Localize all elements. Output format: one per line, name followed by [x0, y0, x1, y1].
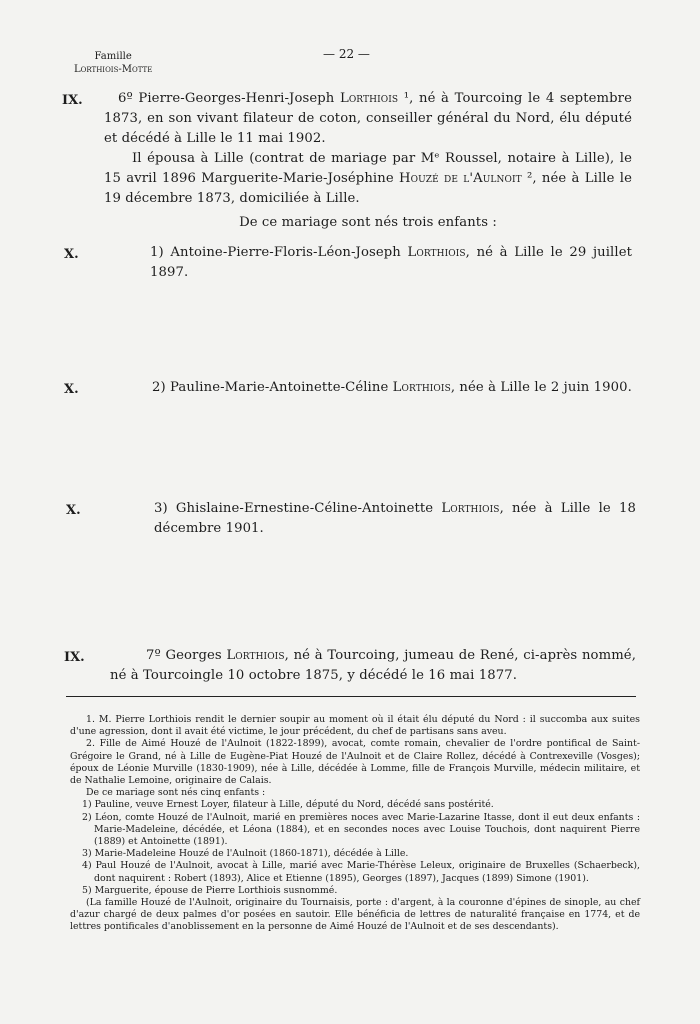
- entry-text-part: ¹, né à Tourcoing le 4 septembre 1873, en son vivant filateur de coton, conseiller général du Nord, élu député et décédé à Lille le 11 mai 1902.: [104, 91, 632, 146]
- surname: Lorthiois: [226, 648, 285, 663]
- surname: Lorthiois: [407, 245, 466, 260]
- surname: Lorthiois: [392, 380, 451, 395]
- footnote-child: 5) Marguerite, épouse de Pierre Lorthiois susnommé.: [82, 884, 338, 896]
- spouse-surname: Houzé de l'Aulnoit: [399, 171, 522, 186]
- children-intro: De ce mariage sont nés trois enfants :: [239, 215, 497, 230]
- child-pauline: [152, 378, 634, 398]
- child-text-part: Pauline-Marie-Antoinette-Céline: [170, 380, 393, 395]
- footnote-divider: [66, 696, 636, 697]
- marriage-text-part: Il épousa à Lille (contrat de mariage par Mᵉ Roussel, notaire à Lille), le 15 avril 1896 Marguerite-Marie-Joséphine: [104, 151, 632, 186]
- child-antoine: [150, 243, 632, 283]
- page-number: — 22 —: [323, 47, 370, 61]
- entry-text-part: 7º Georges: [146, 648, 227, 663]
- child-ghislaine: [154, 499, 636, 539]
- surname: Lorthiois: [441, 501, 500, 516]
- generation-marker: X.: [66, 503, 81, 518]
- child-text-part: , né à Lille le 29 juillet 1897.: [150, 245, 632, 280]
- footnote-child: 3) Marie-Madeleine Houzé de l'Aulnoit (1860-1871), décédée à Lille.: [82, 848, 409, 860]
- family-header: [74, 50, 152, 76]
- entry-text: [104, 89, 632, 149]
- entry-georges: [110, 646, 636, 686]
- child-text-part: , née à Lille le 18 décembre 1901.: [154, 501, 636, 536]
- entry-text-part: 6º Pierre-Georges-Henri-Joseph: [118, 91, 340, 106]
- entry-text-part: , né à Tourcoing, jumeau de René, ci-après nommé, né à Tourcoingle 10 octobre 1875, y décédé le 16 mai 1877.: [110, 648, 636, 683]
- footnote-child: 2) Léon, comte Houzé de l'Aulnoit, marié en premières noces avec Marie-Lazarine Itasse, dont il eut deux enfants : Marie-Madeleine, décédée, et Léona (1884), et en secondes noces avec Louise Touchois, dont naquirent Pierre (1889) et Antoinette (1891).: [82, 811, 640, 848]
- footnote-1: 1. M. Pierre Lorthiois rendit le dernier soupir au moment où il était élu député du Nord : il succomba aux suites d'une agression, dont il avait été victime, le jour précédent, du chef de partisans sans aveu.: [70, 714, 640, 738]
- generation-marker: IX.: [62, 93, 83, 108]
- footnote-child: 1) Pauline, veuve Ernest Loyer, filateur à Lille, député du Nord, décédé sans postérité.: [82, 799, 494, 811]
- family-name: Lorthiois-Motte: [74, 64, 153, 75]
- child-number: 1): [150, 245, 164, 260]
- family-label: Famille: [94, 51, 132, 62]
- entry-pierre: [104, 89, 632, 233]
- footnote-arms: (La famille Houzé de l'Aulnoit, originaire du Tournaisis, porte : d'argent, à la couronne d'épines de sinople, au chef d'azur chargé de deux palmes d'or posées en sautoir. Elle bénéficia de lettres de naturalité française en 1774, et de lettres pontificales d'anoblissement en la personne de Aimé Houzé de l'Aulnoit et de ses descendants).: [70, 897, 640, 933]
- marriage-text-part: ², née à Lille le 19 décembre 1873, domiciliée à Lille.: [104, 171, 632, 206]
- generation-marker: X.: [64, 247, 79, 262]
- footnote-child: 4) Paul Houzé de l'Aulnoit, avocat à Lille, marié avec Marie-Thérèse Leleux, originaire de Bruxelles (Schaerbeck), dont naquirent : Robert (1893), Alice et Etienne (1895), Georges (1897), Jacques (1899) Simone (1901).: [82, 860, 640, 884]
- child-text-part: Ghislaine-Ernestine-Céline-Antoinette: [175, 501, 442, 516]
- child-number: 3): [154, 501, 168, 516]
- generation-marker: IX.: [64, 650, 85, 665]
- generation-marker: X.: [64, 382, 79, 397]
- footnote-2-intro: De ce mariage sont nés cinq enfants :: [86, 787, 266, 799]
- child-text-part: , née à Lille le 2 juin 1900.: [450, 380, 632, 395]
- child-number: 2): [152, 380, 166, 395]
- footnotes: [70, 714, 640, 934]
- surname: Lorthiois: [339, 91, 399, 106]
- marriage-text: [104, 149, 632, 209]
- child-text-part: Antoine-Pierre-Floris-Léon-Joseph: [170, 245, 408, 260]
- footnote-2: 2. Fille de Aimé Houzé de l'Aulnoit (1822-1899), avocat, comte romain, chevalier de l'ordre pontifical de Saint-Grégoire le Grand, né à Lille de Eugène-Piat Houzé de l'Aulnoit et de Claire Rollez, décédé à Contrexeville (Vosges); époux de Léonie Murville (1830-1909), née à Lille, décédée à Lomme, fille de François Murville, médecin militaire, et de Nathalie Lemoine, originaire de Calais.: [70, 738, 640, 787]
